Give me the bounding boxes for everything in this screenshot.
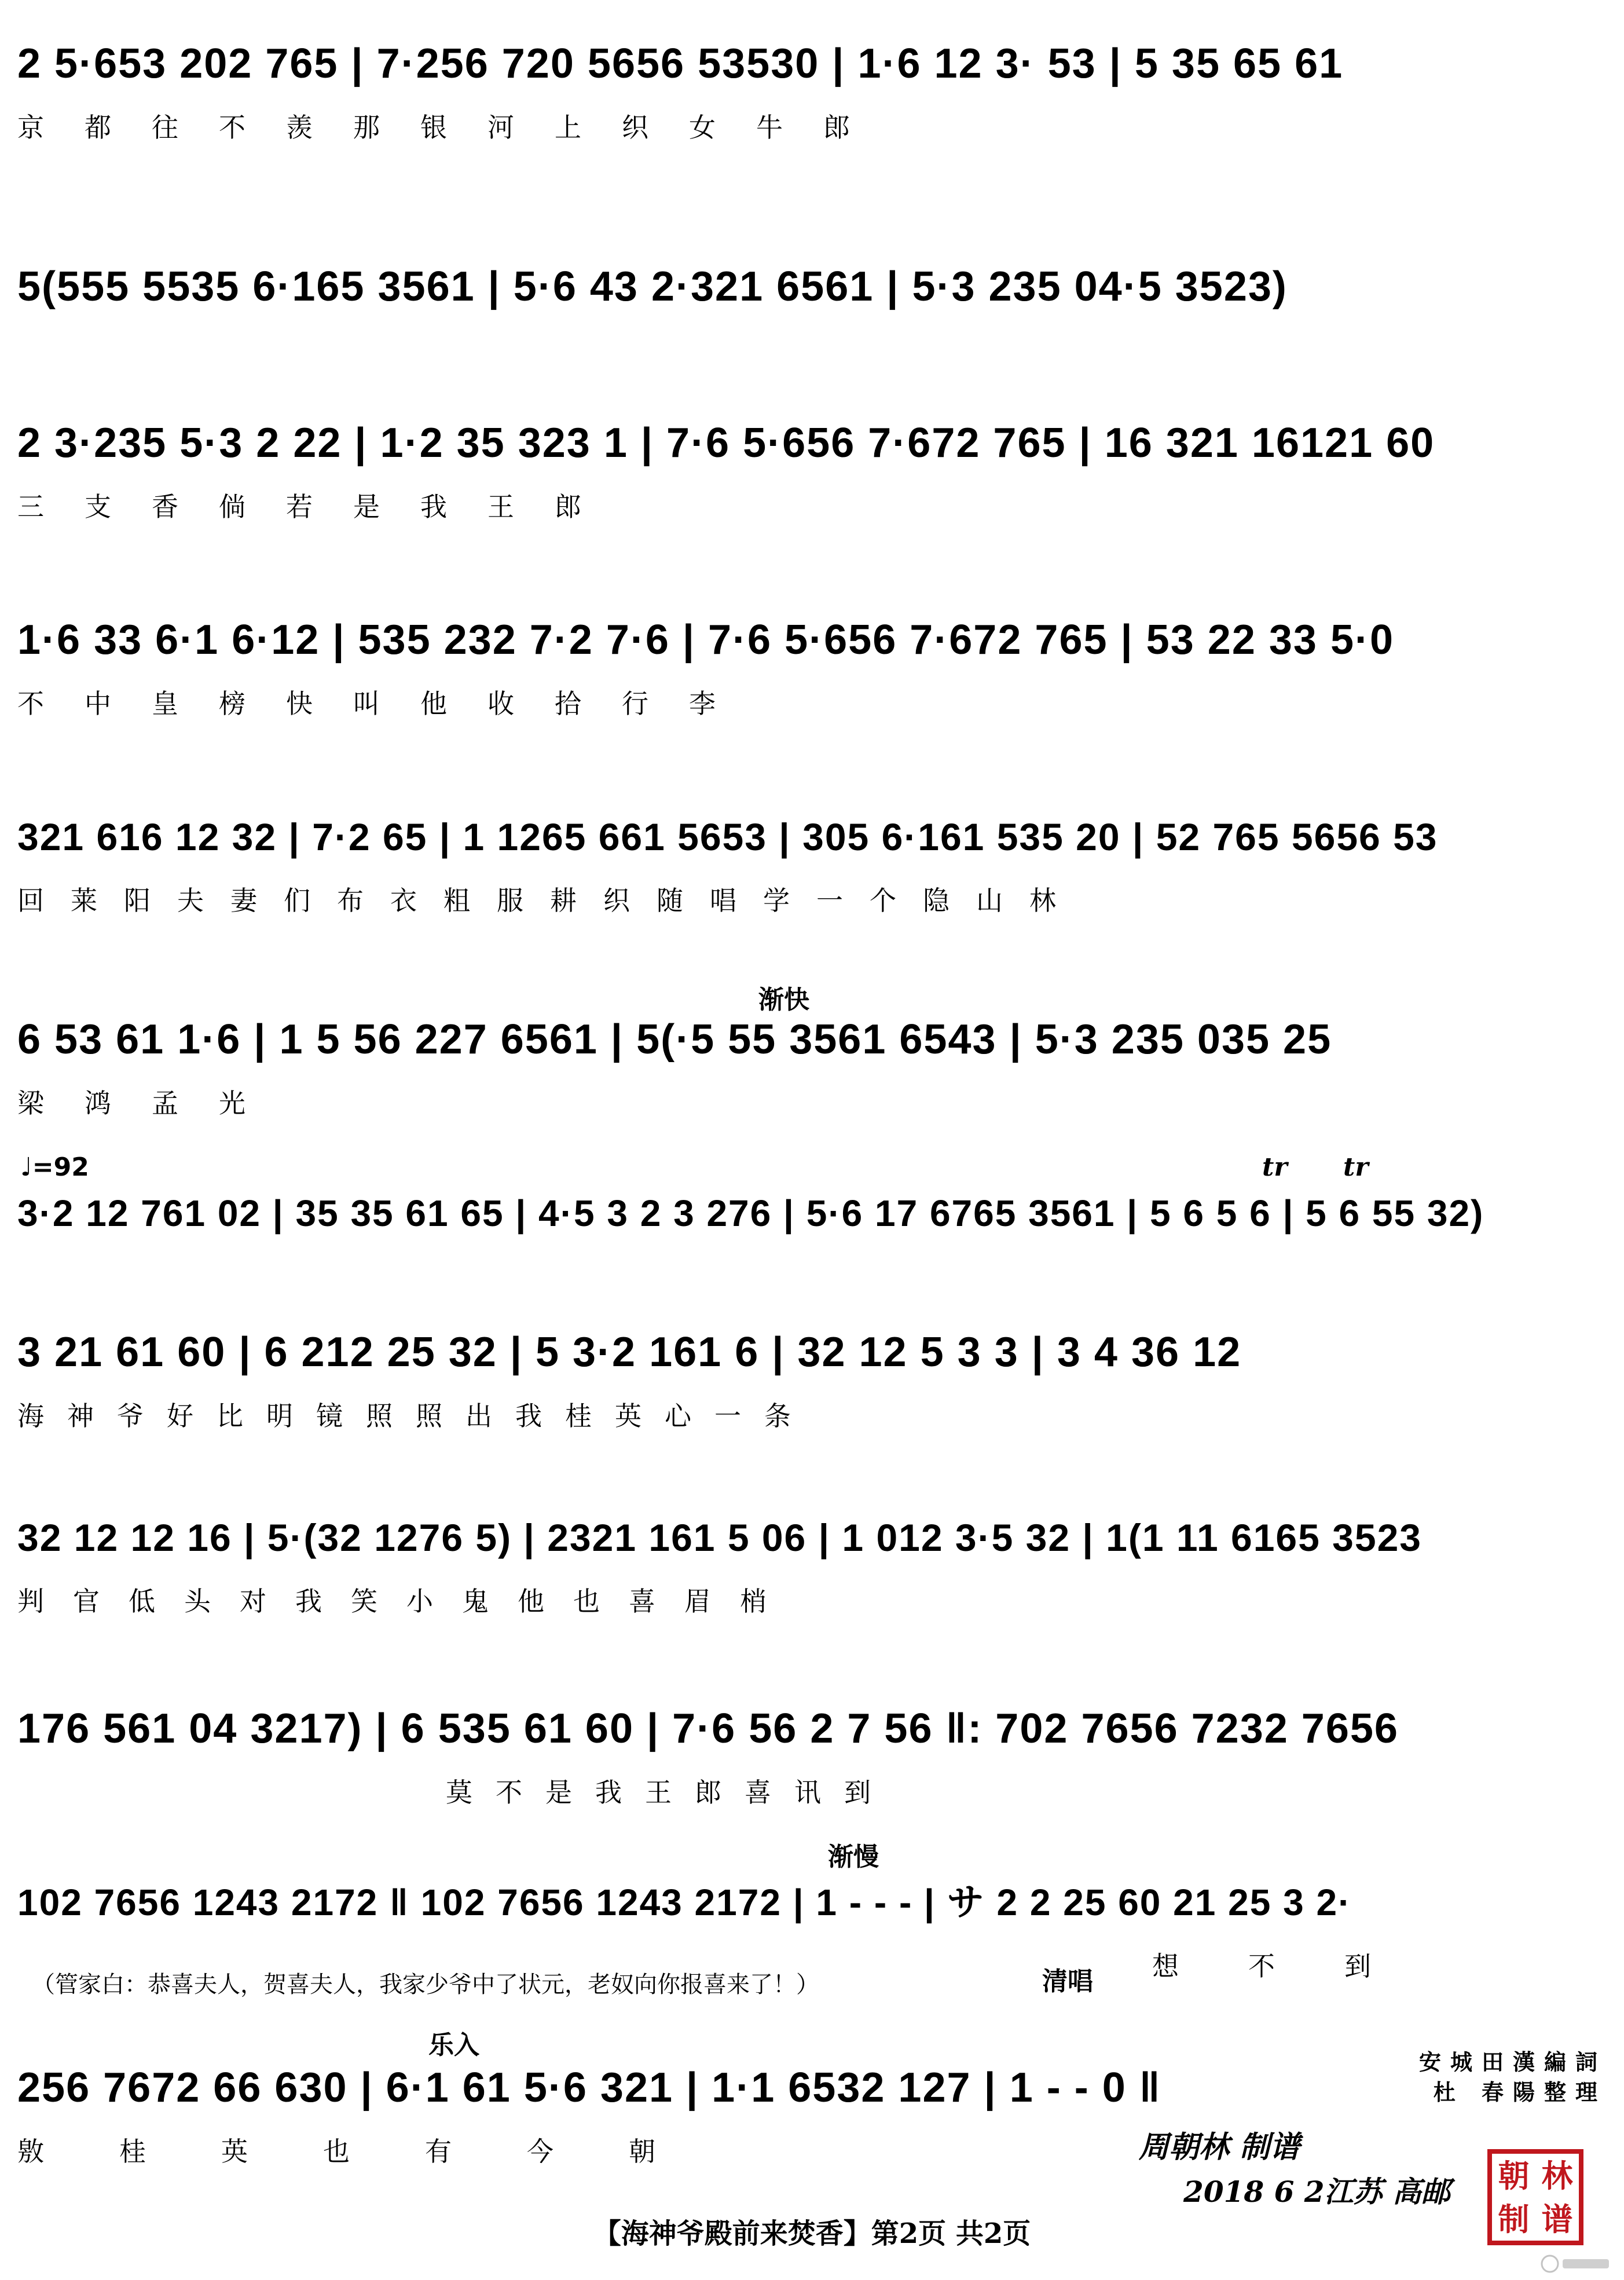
numbered-notation-line: 3·2 12 761 02 | 35 35 61 65 | 4·5 3 2 3 276 | 5·6 17 6765 3561 | 5 6 5 6 | 5 6 55 32)	[17, 1192, 1484, 1234]
lyric-line: 海神爷好比明镜照照出我桂英心一条	[17, 1400, 814, 1432]
numbered-notation-line: 2 5·653 202 765 | 7·256 720 5656 53530 | 1·6 12 3· 53 | 5 35 65 61	[17, 41, 1344, 87]
seal-character: 谱	[1541, 2200, 1573, 2238]
trill-mark: tr	[1343, 1152, 1369, 1182]
a-cappella-mark: 清唱	[1042, 1967, 1093, 1996]
system-3	[17, 411, 1607, 527]
system-7	[17, 1181, 1607, 1245]
date-place-credit: 2018 6 2江苏 高邮	[1183, 2175, 1450, 2209]
lyric-line: 三支香倘若是我王郎	[17, 491, 622, 522]
system-10	[17, 1697, 1607, 1813]
lyric-line	[17, 330, 1607, 371]
spoken-dialogue: （管家白：恭喜夫人，贺喜夫人，我家少爷中了状元，老奴向你报喜来了！）	[32, 1971, 819, 1998]
system-6	[17, 1008, 1607, 1123]
numbered-notation-line: 32 12 12 16 | 5·(32 1276 5) | 2321 161 5 06 | 1 012 3·5 32 | 1(1 11 6165 3523	[17, 1516, 1423, 1559]
maker-credit: 周朝林 制谱	[1138, 2129, 1300, 2165]
lyric-line: 敫桂英也有今朝	[17, 2136, 731, 2167]
system-8	[17, 1320, 1607, 1436]
lyric-line: 不中皇榜快叫他收拾行李	[17, 688, 756, 719]
numbered-notation-line: 2 3·235 5·3 2 22 | 1·2 35 323 1 | 7·6 5·656 7·672 765 | 16 321 16121 60	[17, 420, 1435, 466]
system-5	[17, 805, 1607, 921]
seal-character: 制	[1498, 2200, 1530, 2238]
tempo-ritardando: 渐慢	[828, 1842, 879, 1872]
numbered-notation-line: 1·6 33 6·1 6·12 | 535 232 7·2 7·6 | 7·6 5·656 7·672 765 | 53 22 33 5·0	[17, 617, 1395, 663]
numbered-notation-line: 5(555 5535 6·165 3561 | 5·6 43 2·321 6561 | 5·3 235 04·5 3523)	[17, 264, 1288, 310]
lyric-line: 莫不是我王郎喜讯到	[446, 1777, 894, 1808]
trill-mark: tr	[1262, 1152, 1288, 1182]
system-4	[17, 608, 1607, 724]
arranger-credit: 杜 春陽整理	[1433, 2079, 1607, 2105]
numbered-notation-line: 102 7656 1243 2172 ‖ 102 7656 1243 2172 | 1 - - - | サ 2 2 25 60 21 25 3 2·	[17, 1882, 1352, 1923]
seal-character: 林	[1541, 2157, 1573, 2194]
metronome-mark: ♩=92	[20, 1152, 89, 1182]
system-12	[17, 2056, 1291, 2172]
credits-text	[1419, 2047, 1607, 2107]
system-9	[17, 1506, 1607, 1622]
instrument-entry-mark: 乐入	[428, 2030, 479, 2060]
lyric-line: 判官低头对我笑小鬼他也喜眉梢	[17, 1586, 795, 1617]
tempo-accelerando: 渐快	[758, 985, 809, 1015]
numbered-notation-line: 3 21 61 60 | 6 212 25 32 | 5 3·2 161 6 | 32 12 5 3 3 | 3 4 36 12	[17, 1329, 1242, 1375]
numbered-notation-line: 321 616 12 32 | 7·2 65 | 1 1265 661 5653 | 305 6·161 535 20 | 52 765 5656 53	[17, 815, 1438, 858]
lyric-line: 回莱阳夫妻们布衣粗服耕织随唱学一个隐山林	[17, 885, 1083, 916]
lyric-line: 想不到	[1152, 1950, 1440, 1982]
page-footer: 【海神爷殿前来焚香】第2页 共2页	[593, 2217, 1031, 2250]
numbered-notation-line: 176 561 04 3217) | 6 535 61 60 | 7·6 56 2 7 56 ‖: 702 7656 7232 7656	[17, 1706, 1399, 1752]
lyric-line: 京都往不羡那银河上织女牛郎	[17, 112, 890, 143]
numbered-notation-line: 256 7672 66 630 | 6·1 61 5·6 321 | 1·1 6532 127 | 1 - - 0 ‖	[17, 2065, 1161, 2111]
system-1	[17, 32, 1607, 148]
system-2	[17, 255, 1607, 371]
seal-character: 朝	[1498, 2157, 1530, 2194]
numbered-notation-line: 6 53 61 1·6 | 1 5 56 227 6561 | 5(·5 55 3561 6543 | 5·3 235 035 25	[17, 1016, 1332, 1063]
lyricist-credit: 安城田漢編詞	[1418, 2049, 1607, 2075]
lyric-line: 梁鸿孟光	[17, 1088, 286, 1119]
site-logo-icon	[1539, 2252, 1615, 2275]
